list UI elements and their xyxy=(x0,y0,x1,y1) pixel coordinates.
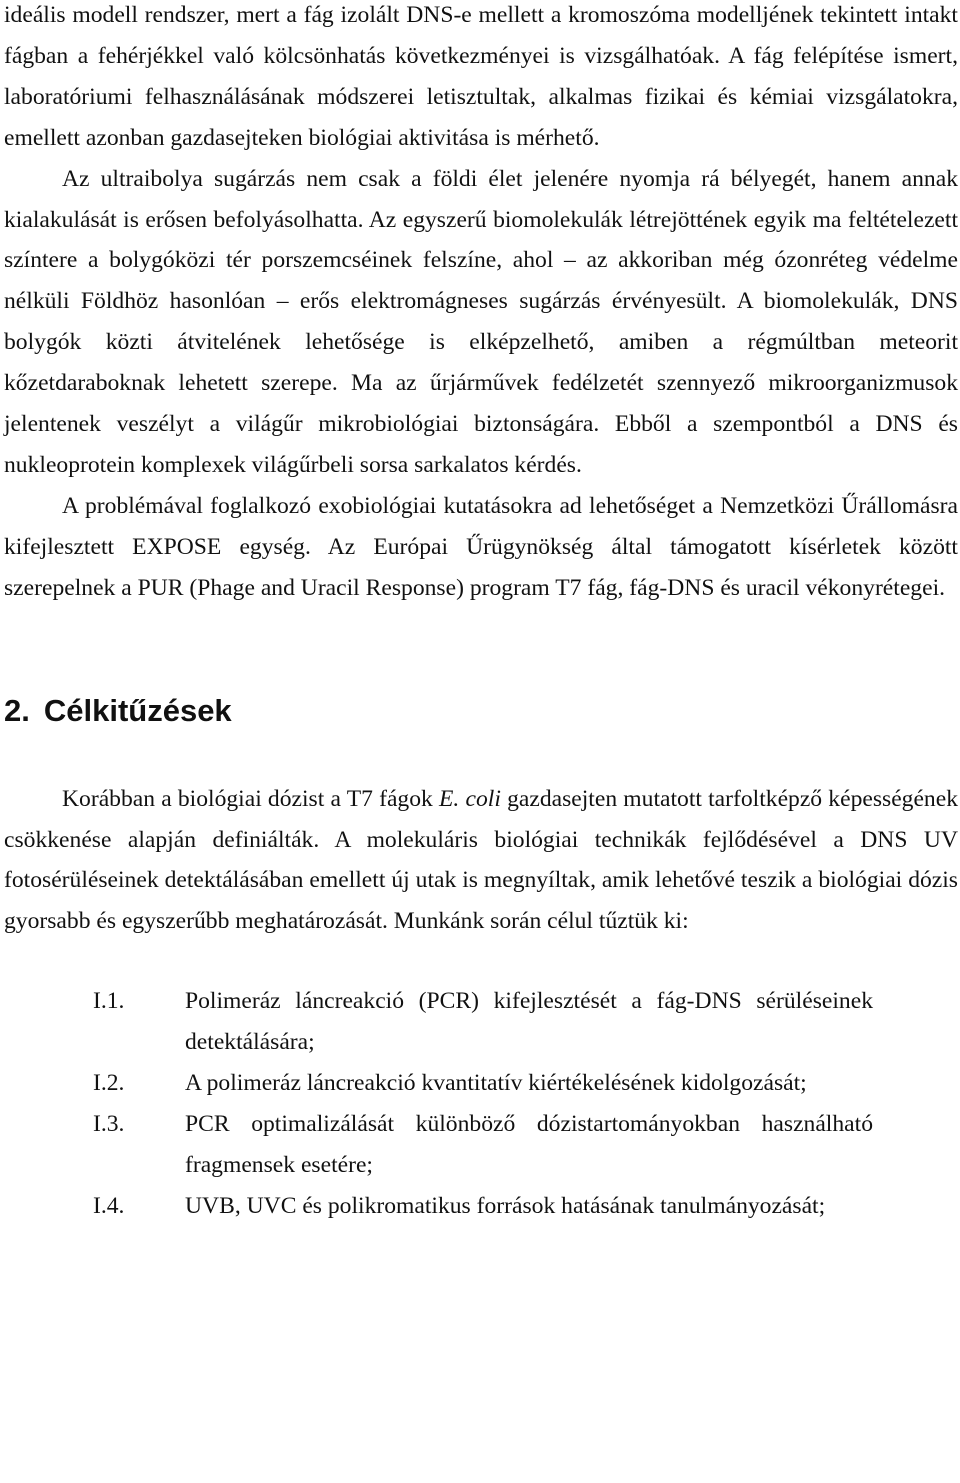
objectives-list xyxy=(4,981,958,1226)
list-item-text: PCR optimalizálását különböző dózistartományokban használható fragmensek esetére; xyxy=(185,1110,873,1178)
document-page xyxy=(4,0,958,1227)
section-number: 2. xyxy=(4,692,30,728)
objectives-text-before: Korábban a biológiai dózist a T7 fágok xyxy=(62,785,440,812)
list-item xyxy=(4,1104,958,1186)
list-item-text: Polimeráz láncreakció (PCR) kifejlesztését a fág-DNS sérüléseinek detektálására; xyxy=(185,988,873,1056)
paragraph-expose-unit: A problémával foglalkozó exobiológiai kutatásokra ad lehetőséget a Nemzetközi Űrállomásra kifejlesztett EXPOSE egység. Az Európai Űrügynökség által támogatott kísérletek között szerepelnek a PUR (Phage and Uracil Response) program T7 fág, fág-DNS és uracil vékonyrétegei. xyxy=(4,492,958,601)
section-heading xyxy=(4,691,958,731)
paragraph-objectives-intro xyxy=(4,779,958,943)
list-item xyxy=(4,981,958,1063)
section-title: Célkitűzések xyxy=(43,692,232,728)
list-item-text: A polimeráz láncreakció kvantitatív kiértékelésének kidolgozását; xyxy=(185,1070,807,1097)
species-name: E. coli xyxy=(439,785,501,812)
list-item xyxy=(4,1186,958,1227)
list-item-number: I.4. xyxy=(93,1192,125,1219)
paragraph-phage-model: ideális modell rendszer, mert a fág izolált DNS-e mellett a kromoszóma modelljének tekintett intakt fágban a fehérjékkel való kölcsönhatás következményei is vizsgálhatóak. A fág felépítése ismert, laboratóriumi felhasználásának módszerei letisztultak, alkalmas fizikai és kémiai vizsgálatokra, emellett azonban gazdasejteken biológiai aktivitása is mérhető. xyxy=(4,2,958,151)
list-item-number: I.3. xyxy=(93,1110,125,1137)
objectives-text-after: gazdasejten mutatott tarfoltképző képességének csökkenése alapján definiálták. A molekuláris biológiai technikák fejlődésével a DNS UV fotosérüléseinek detektálásában emellett új utak is megnyíltak, amik lehetővé teszik a biológiai dózis gyorsabb és egyszerűbb meghatározását. Munkánk során célul tűztük ki: xyxy=(4,785,959,935)
list-item-number: I.1. xyxy=(93,988,125,1015)
list-item-text: UVB, UVC és polikromatikus források hatásának tanulmányozását; xyxy=(185,1192,826,1219)
paragraph-uv-radiation: Az ultraibolya sugárzás nem csak a földi élet jelenére nyomja rá bélyegét, hanem annak kialakulását is erősen befolyásolhatta. Az egyszerű biomolekulák létrejöttének egyik ma feltételezett színtere a bolygóközi tér porszemcséinek felszíne, ahol – az akkoriban még ózonréteg védelme nélküli Földhöz hasonlóan – erős elektromágneses sugárzás érvényesült. A biomolekulák, DNS bolygók közti átvitelének lehetősége is elképzelhető, amiben a régmúltban meteorit kőzetdaraboknak lehetett szerepe. Ma az űrjárművek fedélzetét szennyező mikroorganizmusok jelentenek veszélyt a világűr mikrobiológiai biztonságára. Ebből a szempontból a DNS és nukleoprotein komplexek világűrbeli sorsa sarkalatos kérdés. xyxy=(4,165,958,478)
list-item-number: I.2. xyxy=(93,1070,125,1097)
list-item xyxy=(4,1063,958,1104)
